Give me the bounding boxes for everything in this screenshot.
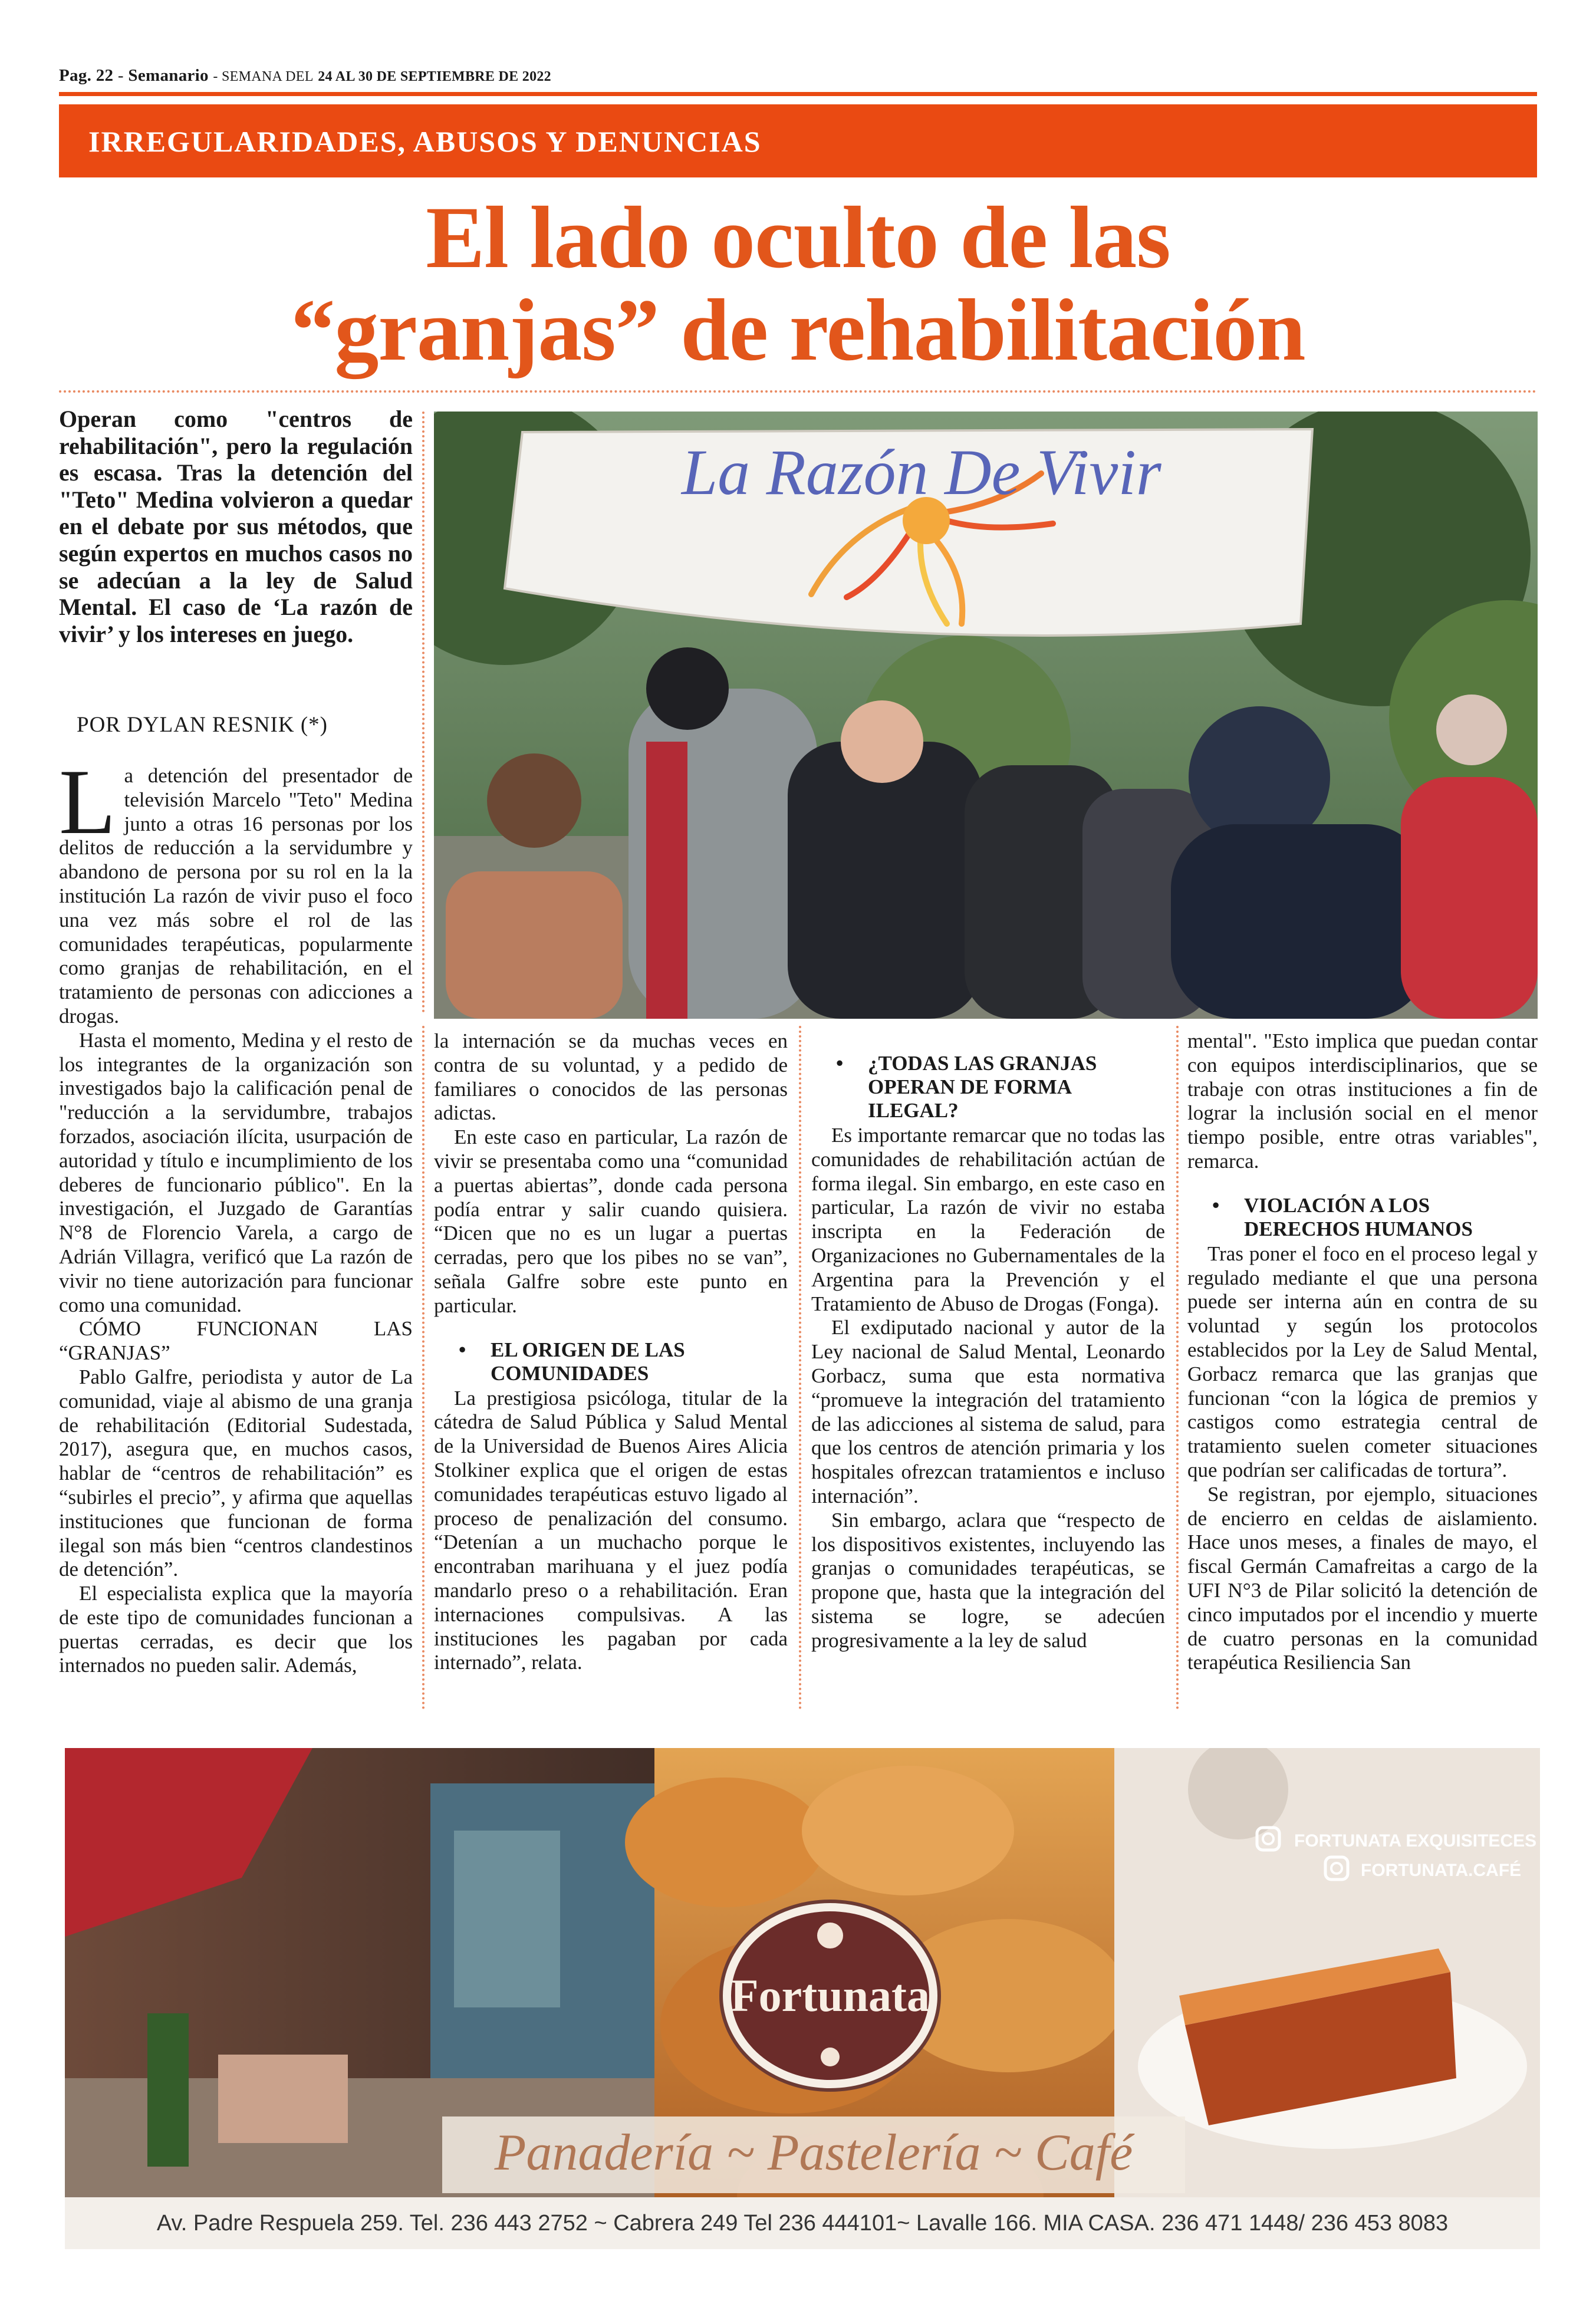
column-divider	[1176, 1026, 1179, 1710]
lead-paragraph: Operan como "centros de rehabilitación", pero la regulación es escasa. Tras la detención del "Teto" Medina volvieron a quedar en el debate por sus métodos, que según expertos en muchos casos no se adecúan a la ley de Salud Mental. El caso de ‘La razón de vivir’ y los intereses en juego.	[59, 406, 413, 647]
subheading: • ¿TODAS LAS GRANJAS OPERAN DE FORMA ILEGAL?	[811, 1052, 1165, 1123]
headline-line-2: “granjas” de rehabilitación	[291, 281, 1305, 379]
column-divider	[799, 1026, 801, 1710]
banner-lettering: La Razón De Vivir	[682, 436, 1161, 508]
headline	[59, 189, 1537, 379]
article-paragraph: Se registran, por ejemplo, situaciones de encierro en celdas de aislamiento. Hace unos meses, a finales de mayo, el fiscal Germán Camafreitas a cargo de la UFI N°3 de Pilar solicitó la detención de cinco imputados por el incendio y muerte de cuatro personas en la comunidad terapéutica Resiliencia San	[1187, 1482, 1538, 1674]
article-column-4	[1187, 1029, 1538, 1675]
article-column-2	[434, 1029, 788, 1675]
ad-social-handle: FORTUNATA EXQUISITECES	[1294, 1831, 1537, 1851]
ad-brand: Fortunata	[730, 1970, 930, 2021]
article-paragraph: mental". "Esto implica que puedan contar con equipos interdisciplinarios, que se trabaje con otras instituciones a fin de lograr la inclusión social en el menor tiempo posible, entre otras variables", remarca.	[1187, 1029, 1538, 1173]
title-divider	[59, 390, 1537, 393]
protest-photo	[434, 412, 1538, 1019]
article-paragraph: Hasta el momento, Medina y el resto de los integrantes de la organización son investigados bajo la calificación penal de "reducción a la servidumbre, trabajos forzados, asociación ilícita, usurpación de autoridad y título e incumplimiento de los deberes de funcionario público". En la investigación, el Juzgado de Garantías N°8 de Florencio Varela, a cargo de Adrián Villagra, verificó que La razón de vivir no tiene autorización para funcionar como una comunidad.	[59, 1028, 413, 1316]
article-paragraph: Es importante remarcar que no todas las comunidades de rehabilitación actúan de forma ilegal. Sin embargo, en este caso en particular, La razón de vivir no estaba inscripta en la Federación de Organizaciones no Gubernamentales de la Argentina para la Prevención y el Tratamiento de Abuso de Drogas (Fonga).	[811, 1124, 1165, 1315]
week-prefix: - SEMANA DEL	[213, 69, 314, 84]
dropcap: L	[59, 751, 116, 854]
week-dates: 24 AL 30 DE SEPTIEMBRE DE 2022	[318, 69, 551, 84]
ad-social-handle: FORTUNATA.CAFÉ	[1361, 1861, 1522, 1880]
page-number: Pag. 22	[59, 66, 114, 85]
ad-tagline: Panadería ~ Pastelería ~ Café	[494, 2124, 1133, 2181]
byline: POR DYLAN RESNIK (*)	[77, 713, 328, 737]
subheading: • VIOLACIÓN A LOS DERECHOS HUMANOS	[1187, 1194, 1538, 1241]
column-divider	[422, 1026, 424, 1710]
article-paragraph: Tras poner el foco en el proceso legal y regulado mediante el que una persona puede ser interna aún en contra de su voluntad y según los protocolos establecidos por la Ley de Salud Mental, Gorbacz remarca que las granjas que funcionan “con la lógica de premios y castigos como estrategia central de tratamiento suelen cometer situaciones que podrían ser calificadas de tortura”.	[1187, 1242, 1538, 1482]
article-paragraph: El exdiputado nacional y autor de la Ley nacional de Salud Mental, Leonardo Gorbacz, suma que esta normativa “promueve la integración del tratamiento de las adicciones al sistema de salud, para que los centros de atención primaria y los hospitales ofrezcan tratamientos e incluso internación”.	[811, 1316, 1165, 1507]
article-paragraph: La prestigiosa psicóloga, titular de la cátedra de Salud Pública y Salud Mental de la Universidad de Buenos Aires Alicia Stolkiner explica que el origen de estas comunidades terapéuticas estuvo ligado al proceso de penalización del consumo. “Detenían a un muchacho porque le encontraban marihuana y el juez podía mandarlo preso o a rehabilitación. Eran internaciones compulsivas. A las instituciones les pagaban por cada internado”, relata.	[434, 1386, 788, 1674]
article-column-1	[59, 751, 413, 1678]
article-paragraph: a detención del presentador de televisión Marcelo "Teto" Medina junto a otras 16 personas por los delitos de reducción a la servidumbre y abandono de persona por su rol en la la institución La razón de vivir puso el foco una vez más sobre el rol de las comunidades terapéuticas, popularmente como granjas de rehabilitación, en el tratamiento de personas con adicciones a drogas.	[59, 764, 413, 1028]
headline-line-1: El lado oculto de las	[426, 189, 1170, 287]
article-paragraph: Pablo Galfre, periodista y autor de La comunidad, viaje al abismo de una granja de rehabilitación (Editorial Sudestada, 2017), asegura que, en muchos casos, hablar de “centros de rehabilitación” es “subirles el precio”, y afirma que aquellas instituciones que funcionan de forma ilegal son más bien “centros clandestinos de detención”.	[59, 1365, 413, 1581]
section-title: IRREGULARIDADES, ABUSOS Y DENUNCIAS	[88, 125, 762, 158]
subheading: • EL ORIGEN DE LAS COMUNIDADES	[434, 1338, 788, 1385]
article-column-3	[811, 1029, 1165, 1653]
header-separator: -	[117, 66, 124, 85]
header-rule	[59, 92, 1537, 96]
fortunata-advertisement	[65, 1748, 1540, 2249]
section-banner	[59, 104, 1537, 177]
article-paragraph: Sin embargo, aclara que “respecto de los dispositivos existentes, incluyendo las granjas o comunidades terapéuticas, se propone que, hasta que la integración del sistema se logre, se adecúen progresivamente a la ley de salud	[811, 1508, 1165, 1652]
page-header	[59, 66, 551, 85]
ad-address: Av. Padre Respuela 259. Tel. 236 443 2752 ~ Cabrera 249 Tel 236 444101~ Lavalle 166. MIA CASA. 236 471 1448/ 236 453 8083	[156, 2211, 1449, 2236]
article-paragraph: En este caso en particular, La razón de vivir se presentaba como una “comunidad a puertas abiertas”, donde cada persona podía entrar y salir cuando quisiera. “Dicen que no es un lugar a puertas cerradas, pero que los pibes no se van”, señala Galfre sobre este punto en particular.	[434, 1125, 788, 1317]
lead-column-divider	[422, 412, 424, 1013]
article-paragraph: El especialista explica que la mayoría de este tipo de comunidades funcionan a puertas cerradas, es decir que los internados no pueden salir. Además,	[59, 1582, 413, 1677]
newspaper-name: Semanario	[128, 66, 209, 85]
article-paragraph: CÓMO FUNCIONAN LAS “GRANJAS”	[59, 1317, 413, 1365]
article-paragraph: la internación se da muchas veces en contra de su voluntad, y a pedido de familiares o conocidos de las personas adictas.	[434, 1029, 788, 1125]
